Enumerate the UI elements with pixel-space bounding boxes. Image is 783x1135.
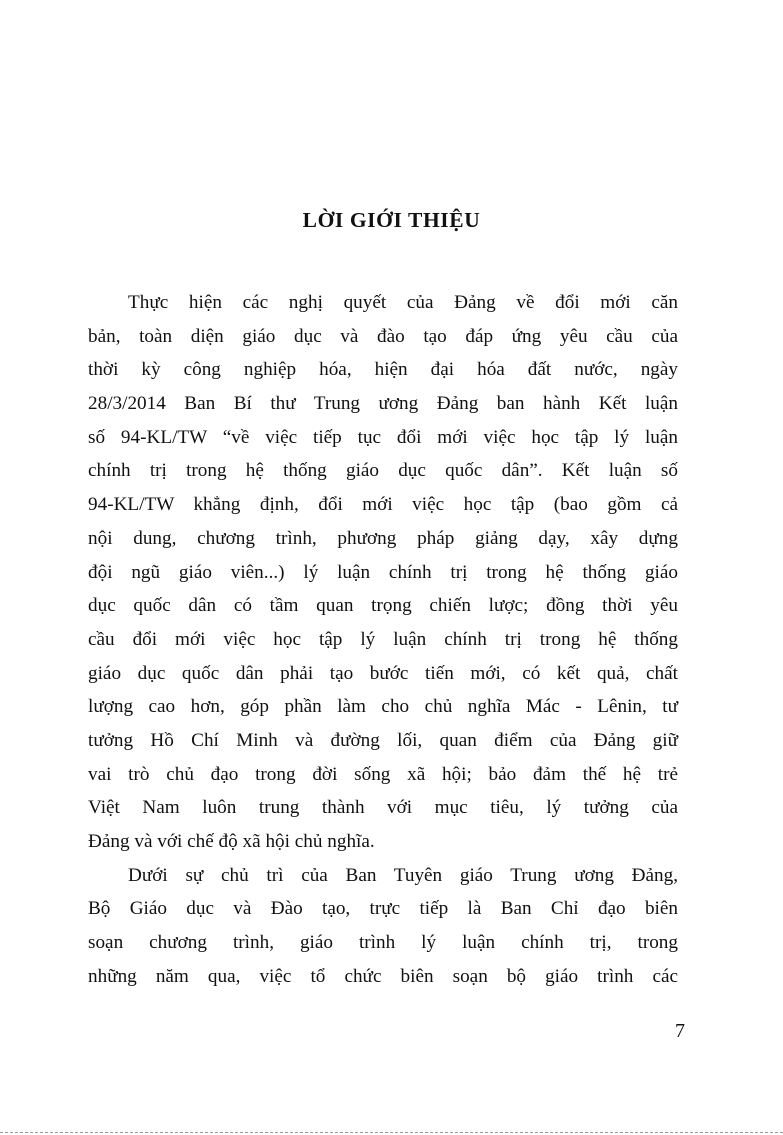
text-line: giáo dục quốc dân phải tạo bước tiến mới, có kết quả, chất xyxy=(88,662,678,684)
body-text xyxy=(88,286,678,993)
text-line: Đảng và với chế độ xã hội chủ nghĩa. xyxy=(88,831,375,852)
text-line: Bộ Giáo dục và Đào tạo, trực tiếp là Ban Chỉ đạo biên xyxy=(88,898,678,920)
text-line: những năm qua, việc tổ chức biên soạn bộ giáo trình các xyxy=(88,965,678,987)
text-line: chính trị trong hệ thống giáo dục quốc dân”. Kết luận số xyxy=(88,460,678,482)
page-title: LỜI GIỚI THIỆU xyxy=(302,208,481,232)
paragraph-2 xyxy=(88,859,678,994)
text-line: Thực hiện các nghị quyết của Đảng về đổi mới căn xyxy=(128,292,678,313)
text-line: vai trò chủ đạo trong đời sống xã hội; bảo đảm thế hệ trẻ xyxy=(88,763,678,785)
text-line: lượng cao hơn, góp phần làm cho chủ nghĩa Mác - Lênin, tư xyxy=(88,696,678,718)
text-line: số 94-KL/TW “về việc tiếp tục đổi mới việc học tập lý luận xyxy=(88,426,678,448)
text-line: dục quốc dân có tầm quan trọng chiến lược; đồng thời yêu xyxy=(88,595,678,617)
text-line: thời kỳ công nghiệp hóa, hiện đại hóa đất nước, ngày xyxy=(88,359,678,381)
text-line: nội dung, chương trình, phương pháp giảng dạy, xây dựng xyxy=(88,527,678,549)
text-line: Việt Nam luôn trung thành với mục tiêu, lý tưởng của xyxy=(88,797,678,819)
text-line: 28/3/2014 Ban Bí thư Trung ương Đảng ban hành Kết luận xyxy=(88,393,678,415)
text-line: bản, toàn diện giáo dục và đào tạo đáp ứng yêu cầu của xyxy=(88,325,678,347)
text-line: tưởng Hồ Chí Minh và đường lối, quan điểm của Đảng giữ xyxy=(88,729,678,751)
page-bottom-divider xyxy=(0,1132,783,1133)
text-line: Dưới sự chủ trì của Ban Tuyên giáo Trung ương Đảng, xyxy=(128,864,678,886)
paragraph-1 xyxy=(88,286,678,859)
text-line: 94-KL/TW khẳng định, đổi mới việc học tập (bao gồm cả xyxy=(88,494,678,516)
text-line: cầu đổi mới việc học tập lý luận chính trị trong hệ thống xyxy=(88,628,678,650)
page-number: 7 xyxy=(675,1020,685,1042)
text-line: đội ngũ giáo viên...) lý luận chính trị trong hệ thống giáo xyxy=(88,561,678,583)
text-line: soạn chương trình, giáo trình lý luận chính trị, trong xyxy=(88,932,678,954)
